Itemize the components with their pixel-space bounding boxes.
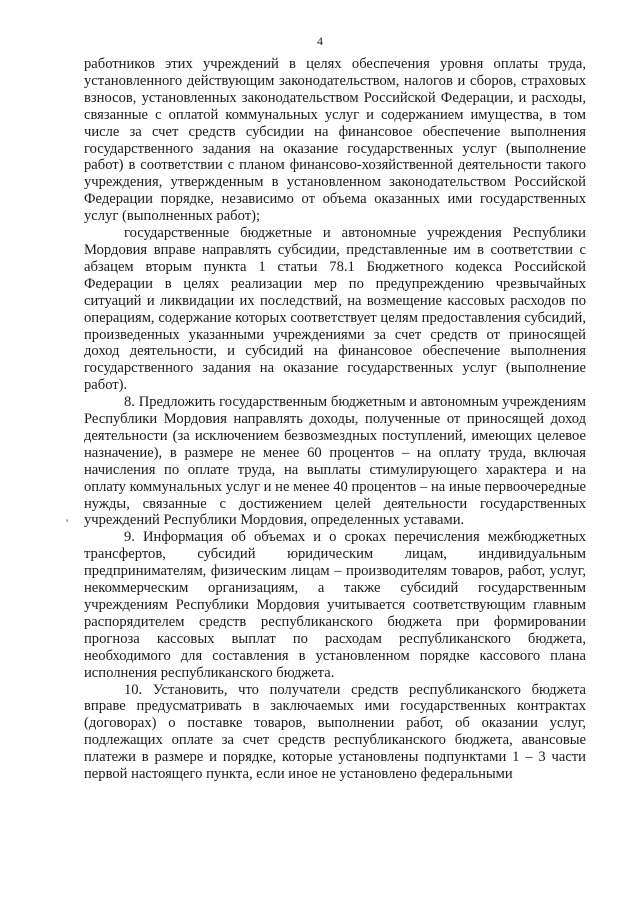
paragraph-item-8: 8. Предложить государственным бюджетным и автономным учреждениям Республики Мордовия направлять доходы, полученные от приносящей доход деятельности (за исключением безвозмездных поступлений, имеющих целевое назначение), в размере не менее 60 процентов – на оплату труда, включая начисления по оплате труда, на выплаты стимулирующего характера и на оплату коммунальных услуг и не менее 40 процентов – на иные первоочередные нужды, связанные с достижением целей деятельности государственных учреждений Республики Мордовия, определенных уставами. xyxy=(84,394,586,529)
paragraph-item-9: 9. Информация об объемах и о сроках перечисления межбюджетных трансфертов, субсидий юридическим лицам, индивидуальным предпринимателям, физическим лицам – производителям товаров, работ, услуг, некоммерческим организациям, а также субсидий государственным учреждениям Республики Мордовия учитывается соответствующим главным распорядителем средств республиканского бюджета при формировании прогноза кассовых выплат по расходам республиканского бюджета, необходимого для составления в установленном порядке кассового плана исполнения республиканского бюджета. xyxy=(84,529,586,681)
scan-mark: ' xyxy=(66,516,69,530)
paragraph-budget-institutions: государственные бюджетные и автономные учреждения Республики Мордовия вправе направлять субсидии, представленные им в соответствии с абзацем вторым пункта 1 статьи 78.1 Бюджетного кодекса Российской Федерации в целях реализации мер по предупреждению чрезвычайных ситуаций и ликвидации их последствий, на возмещение кассовых расходов по операциям, содержание которых соответствует целям предоставления субсидий, произведенных указанными учреждениями за счет средств от приносящей доход деятельности, и субсидий на финансовое обеспечение выполнения государственного задания на оказание государственных услуг (выполнение работ). xyxy=(84,225,586,394)
paragraph-continuation: работников этих учреждений в целях обеспечения уровня оплаты труда, установленного действующим законодательством, налогов и сборов, страховых взносов, установленных законодательством Российской Федерации, и расходы, связанные с оплатой коммунальных услуг и содержанием имущества, в том числе за счет средств субсидии на финансовое обеспечение выполнения государственного задания на оказание государственных услуг (выполнение работ) в соответствии с планом финансово-хозяйственной деятельности такого учреждения, утвержденным в установленном законодательством Российской Федерации порядке, независимо от объема оказанных ими государственных услуг (выполненных работ); xyxy=(84,56,586,225)
paragraph-item-10: 10. Установить, что получатели средств республиканского бюджета вправе предусматривать в заключаемых ими государственных контрактах (договорах) о поставке товаров, выполнении работ, об оказании услуг, подлежащих оплате за счет средств республиканского бюджета, авансовые платежи в размере и порядке, которые установлены подпунктами 1 – 3 части первой настоящего пункта, если иное не установлено федеральными xyxy=(84,681,586,783)
page-number: 4 xyxy=(317,34,323,48)
document-body xyxy=(84,56,586,783)
